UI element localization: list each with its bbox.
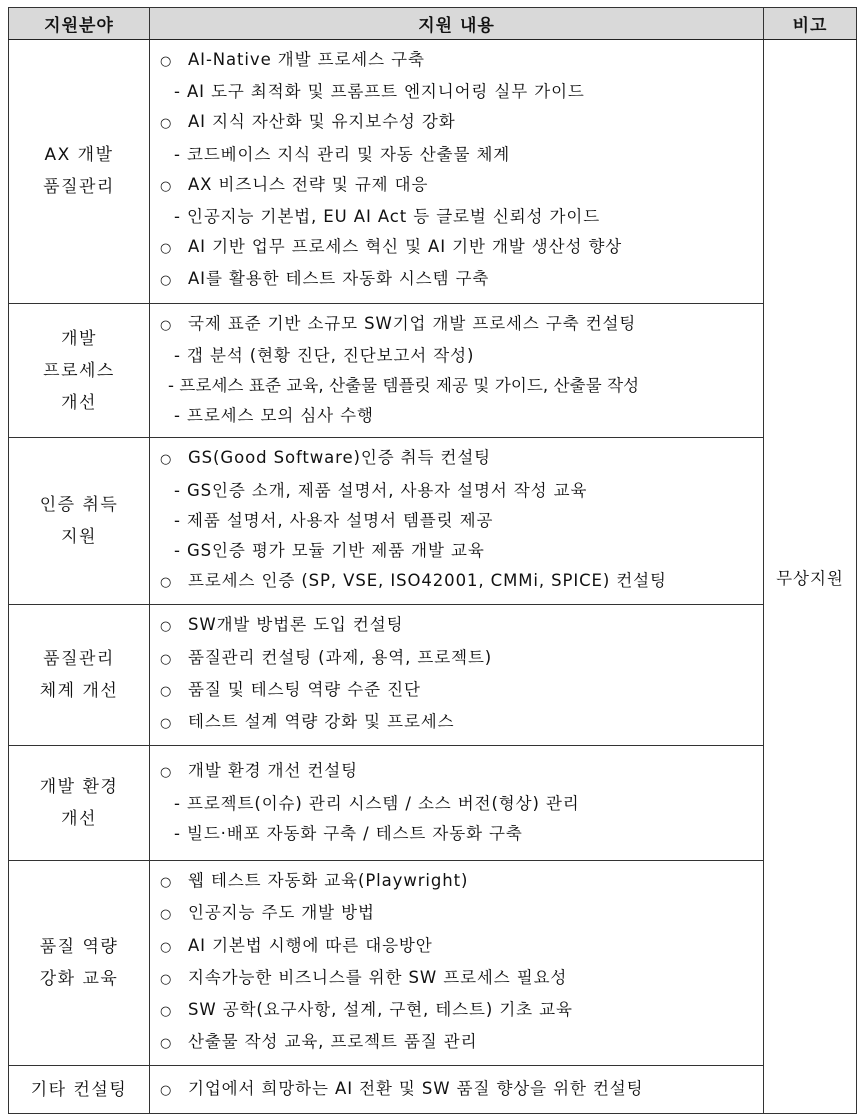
area-cell — [9, 303, 150, 438]
list-item — [160, 756, 763, 788]
item-text: 산출물 작성 교육, 프로젝트 품질 관리 — [188, 1032, 478, 1052]
table-row-dev-environment — [9, 746, 857, 861]
content-cell — [150, 40, 764, 304]
area-cell — [9, 746, 150, 861]
circle-bullet-icon: ○ — [160, 317, 173, 333]
item-text: AI를 활용한 테스트 자동화 시스템 구축 — [188, 269, 490, 289]
list-item — [160, 1027, 763, 1059]
area-cell — [9, 40, 150, 304]
area-label: 지원 — [61, 527, 97, 548]
item-text: 지속가능한 비즈니스를 위한 SW 프로세스 필요성 — [188, 967, 568, 987]
list-item — [160, 610, 763, 642]
area-cell — [9, 605, 150, 746]
sub-item: - 갭 분석 (현황 진단, 진단보고서 작성) — [174, 345, 475, 365]
circle-bullet-icon: ○ — [160, 907, 173, 923]
circle-bullet-icon: ○ — [160, 575, 173, 591]
circle-bullet-icon: ○ — [160, 765, 173, 781]
list-item — [160, 707, 763, 739]
item-text: AX 비즈니스 전략 및 규제 대응 — [188, 174, 429, 194]
circle-bullet-icon: ○ — [160, 875, 173, 891]
list-item — [160, 963, 763, 995]
content-cell — [150, 861, 764, 1066]
table-row-certification — [9, 438, 857, 605]
list-item — [160, 995, 763, 1027]
table-row-training — [9, 861, 857, 1066]
area-label: 강화 교육 — [39, 969, 119, 990]
sub-item: - 제품 설명서, 사용자 설명서 템플릿 제공 — [174, 510, 494, 530]
circle-bullet-icon: ○ — [160, 1004, 173, 1020]
area-cell — [9, 861, 150, 1066]
list-item — [160, 170, 763, 202]
support-table — [8, 7, 857, 1114]
circle-bullet-icon: ○ — [160, 116, 173, 132]
content-cell — [150, 303, 764, 438]
circle-bullet-icon: ○ — [160, 716, 173, 732]
sub-item: - 빌드·배포 자동화 구축 / 테스트 자동화 구축 — [174, 823, 523, 843]
area-label: 기타 컨설팅 — [30, 1079, 128, 1100]
list-item — [160, 443, 763, 475]
table-row-process-improvement — [9, 303, 857, 438]
area-label: 개선 — [61, 809, 97, 830]
list-item — [160, 643, 763, 675]
item-text: SW 공학(요구사항, 설계, 구현, 테스트) 기초 교육 — [188, 1000, 573, 1020]
circle-bullet-icon: ○ — [160, 1082, 173, 1098]
item-text: 웹 테스트 자동화 교육(Playwright) — [188, 871, 469, 891]
item-text: 국제 표준 기반 소규모 SW기업 개발 프로세스 구축 컨설팅 — [188, 313, 637, 333]
list-item — [160, 931, 763, 963]
item-text: 개발 환경 개선 컨설팅 — [188, 761, 358, 781]
circle-bullet-icon: ○ — [160, 971, 173, 987]
area-label: 개발 — [61, 328, 97, 349]
header-row — [9, 8, 857, 40]
list-item — [160, 309, 763, 341]
sub-item: - GS인증 소개, 제품 설명서, 사용자 설명서 작성 교육 — [174, 480, 588, 500]
circle-bullet-icon: ○ — [160, 619, 173, 635]
area-cell — [9, 438, 150, 605]
circle-bullet-icon: ○ — [160, 452, 173, 468]
list-item — [160, 898, 763, 930]
sub-item: - 코드베이스 지식 관리 및 자동 산출물 체계 — [174, 144, 511, 164]
sub-item: - 인공지능 기본법, EU AI Act 등 글로벌 신뢰성 가이드 — [174, 207, 601, 227]
sub-item: - GS인증 평가 모듈 기반 제품 개발 교육 — [174, 541, 485, 561]
area-label: 프로세스 — [43, 360, 115, 381]
item-text: SW개발 방법론 도입 컨설팅 — [188, 615, 404, 635]
item-text: AI 지식 자산화 및 유지보수성 강화 — [188, 112, 456, 132]
list-item — [160, 566, 763, 598]
header-area: 지원분야 — [9, 8, 150, 40]
list-item — [160, 866, 763, 898]
item-text: AI 기반 업무 프로세스 혁신 및 AI 기반 개발 생산성 향상 — [188, 237, 623, 257]
circle-bullet-icon: ○ — [160, 939, 173, 955]
item-text: GS(Good Software)인증 취득 컨설팅 — [188, 448, 492, 468]
item-text: 품질관리 컨설팅 (과제, 용역, 프로젝트) — [188, 647, 493, 667]
circle-bullet-icon: ○ — [160, 651, 173, 667]
circle-bullet-icon: ○ — [160, 1036, 173, 1052]
area-label: 개발 환경 — [39, 777, 119, 798]
content-cell — [150, 746, 764, 861]
item-text: AI-Native 개발 프로세스 구축 — [188, 50, 425, 69]
circle-bullet-icon: ○ — [160, 178, 173, 194]
list-item — [160, 264, 763, 296]
header-note: 비고 — [764, 8, 857, 40]
area-label: 품질 역량 — [39, 937, 119, 958]
area-label: 개선 — [61, 392, 97, 413]
list-item — [160, 45, 763, 77]
list-item — [160, 107, 763, 139]
item-text: 기업에서 희망하는 AI 전환 및 SW 품질 향상을 위한 컨설팅 — [188, 1078, 644, 1098]
table-row-quality-system — [9, 605, 857, 746]
sub-item: - 프로세스 표준 교육, 산출물 템플릿 제공 및 가이드, 산출물 작성 — [168, 376, 640, 396]
content-cell — [150, 605, 764, 746]
area-label: 품질관리 — [43, 649, 115, 670]
header-content: 지원 내용 — [150, 8, 764, 40]
sub-item: - 프로세스 모의 심사 수행 — [174, 406, 374, 426]
area-label: 인증 취득 — [39, 495, 119, 516]
item-text: 프로세스 인증 (SP, VSE, ISO42001, CMMi, SPICE) 컨설팅 — [188, 571, 667, 591]
area-label: 품질관리 — [43, 177, 115, 198]
sub-item: - 프로젝트(이슈) 관리 시스템 / 소스 버전(형상) 관리 — [174, 793, 580, 813]
table-row-ax-quality — [9, 40, 857, 304]
item-text: 테스트 설계 역량 강화 및 프로세스 — [188, 712, 455, 732]
area-label: 체계 개선 — [39, 681, 119, 702]
note-cell: 무상지원 — [764, 40, 857, 1114]
sub-item: - AI 도구 최적화 및 프롬프트 엔지니어링 실무 가이드 — [174, 82, 585, 102]
area-label: AX 개발 — [44, 145, 114, 166]
item-text: 인공지능 주도 개발 방법 — [188, 903, 375, 923]
list-item — [160, 675, 763, 707]
item-text: 품질 및 테스팅 역량 수준 진단 — [188, 679, 421, 699]
circle-bullet-icon: ○ — [160, 54, 173, 69]
content-cell — [150, 438, 764, 605]
circle-bullet-icon: ○ — [160, 683, 173, 699]
item-text: AI 기본법 시행에 따른 대응방안 — [188, 935, 433, 955]
circle-bullet-icon: ○ — [160, 273, 173, 289]
list-item — [160, 232, 763, 264]
circle-bullet-icon: ○ — [160, 241, 173, 257]
